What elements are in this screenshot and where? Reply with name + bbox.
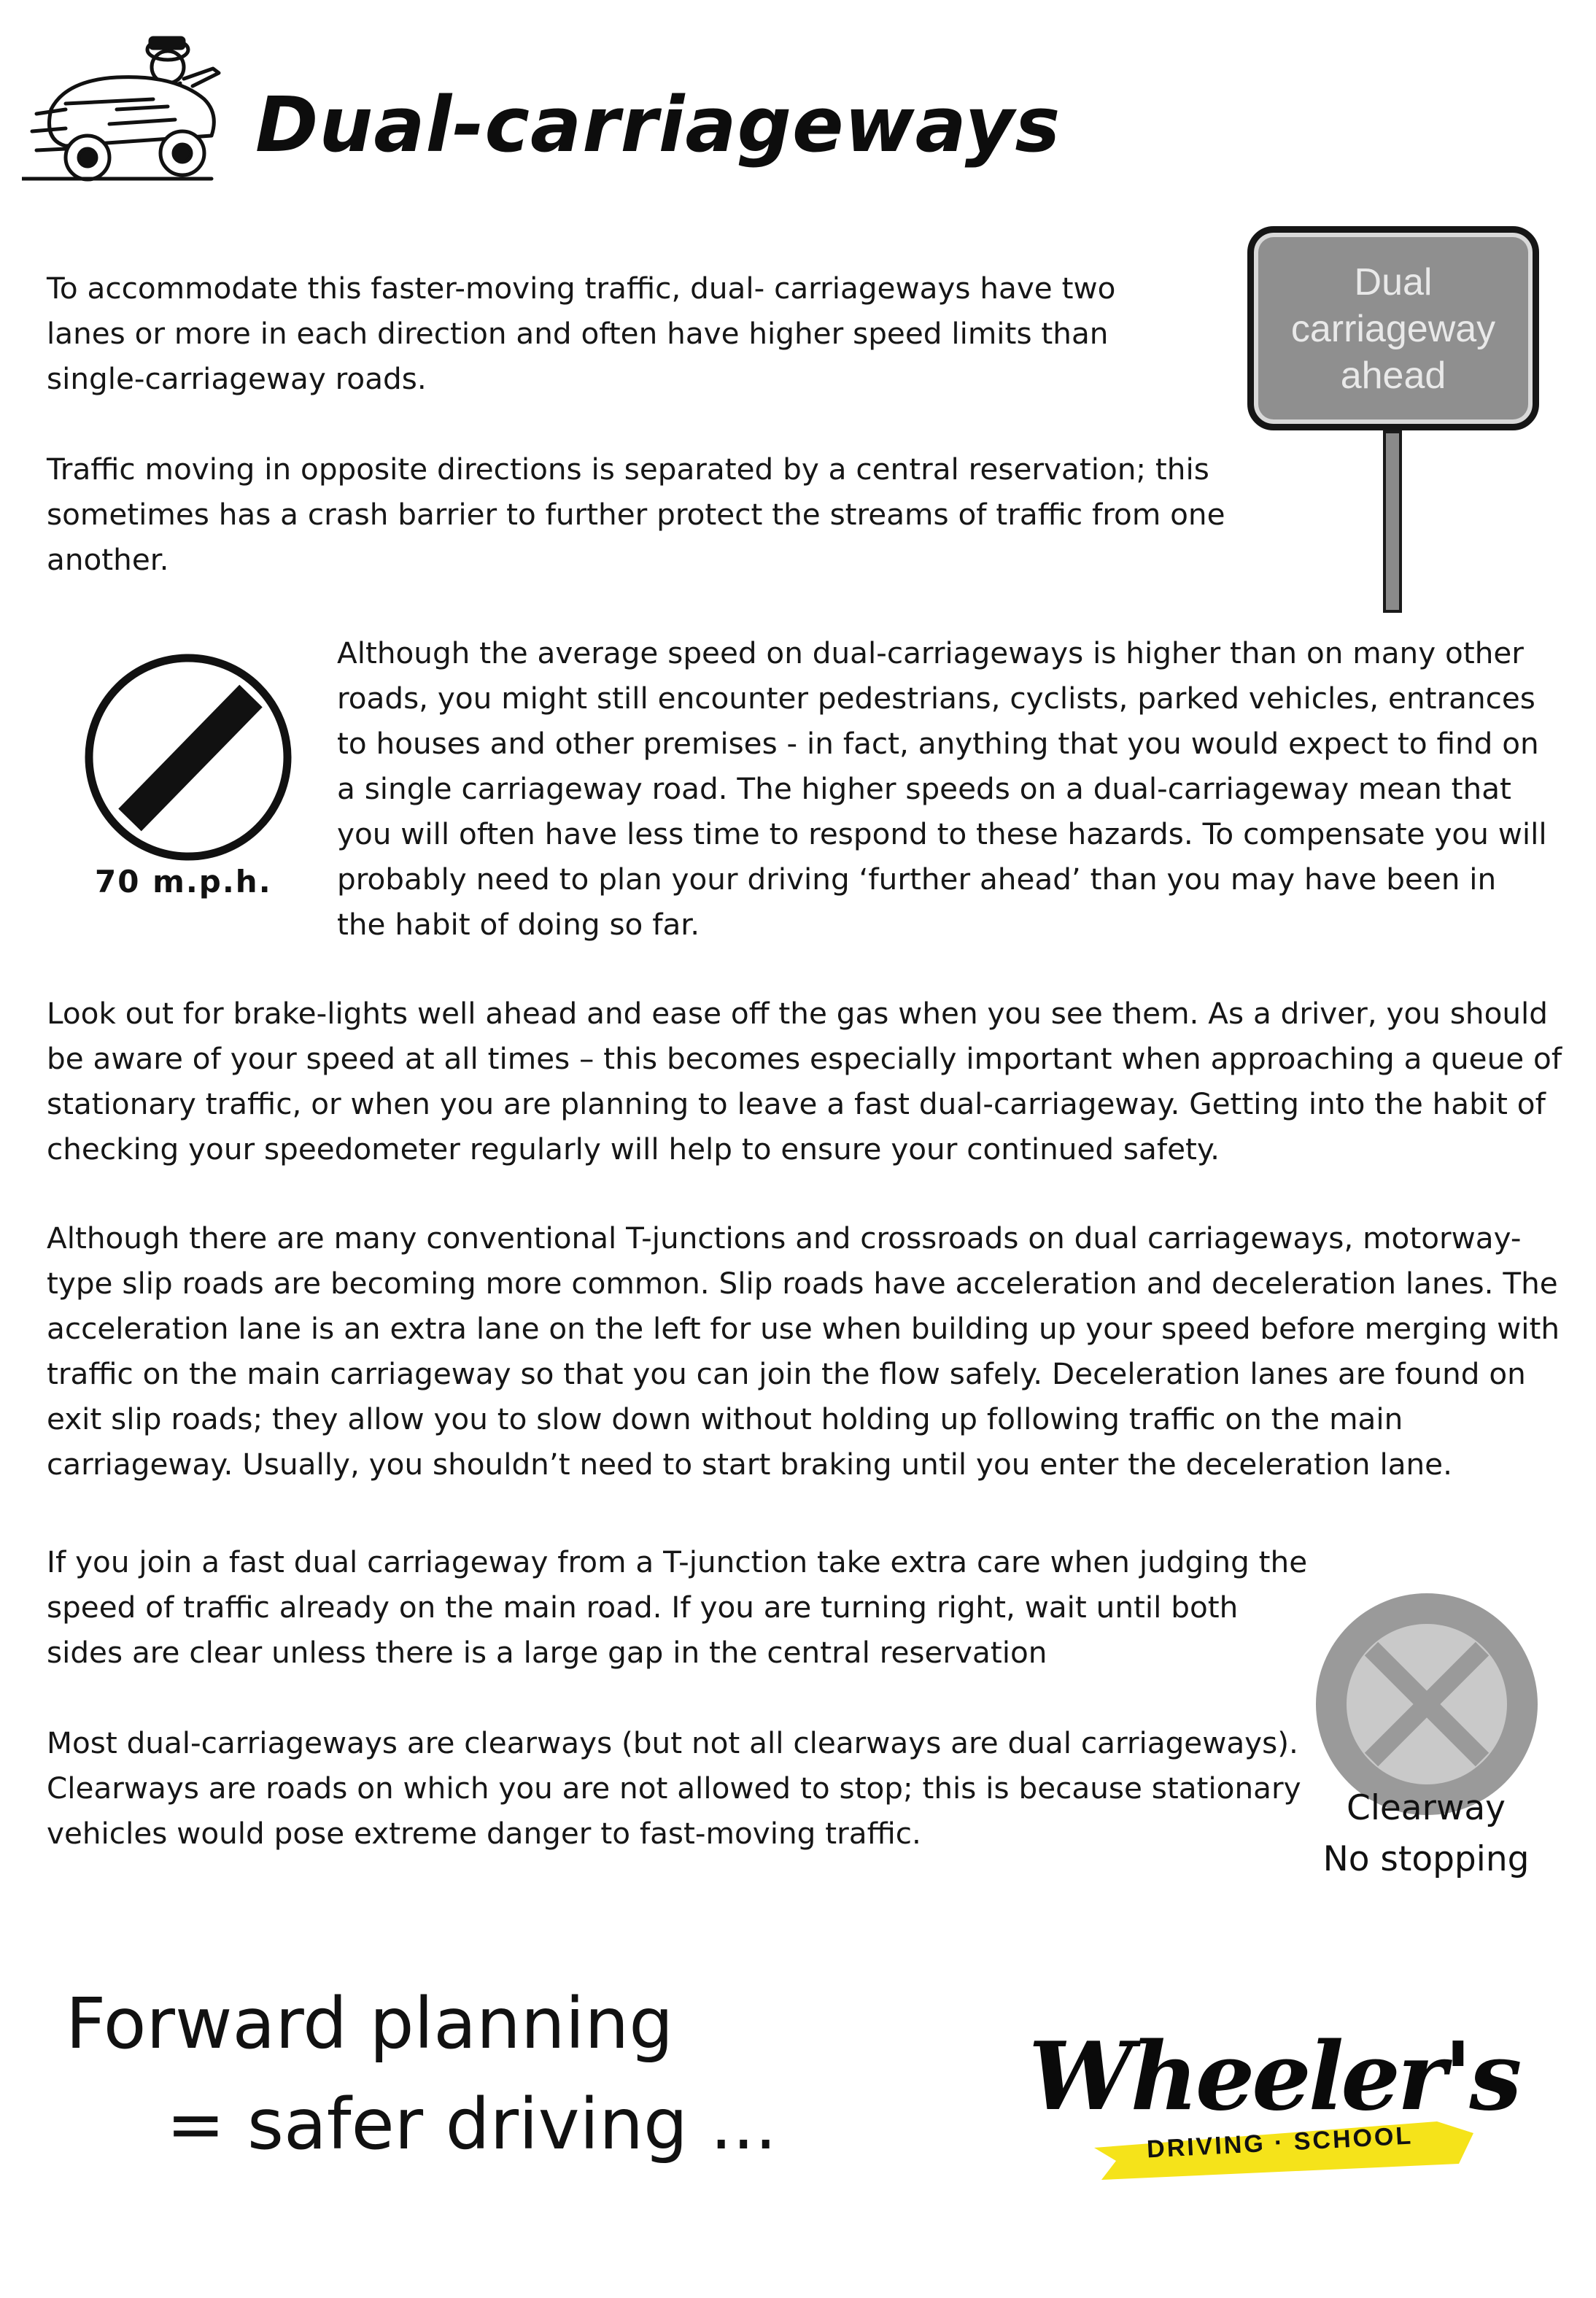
clearway-caption [1313,1783,1539,1885]
paragraph-faster-traffic: To accommodate this faster-moving traffic, dual- carriageways have two lanes or more in each direction and often have higher speed limits than single-carriageway roads. [47,271,1116,396]
wheelers-logo-wordmark: Wheeler's [1029,2022,1519,2132]
paragraph-brake-lights: Look out for brake-lights well ahead and ease off the gas when you see them. As a driver, you should be aware of your speed at all times – this becomes especially important when approaching a queue of stationary traffic, or when you are planning to leave a fast dual-carriageway. Getting into the habit of checking your speedometer regularly will help to ensure your continued safety. [47,996,1562,1167]
clearway-caption-line-1: Clearway [1347,1788,1506,1828]
sign-post [1383,430,1402,613]
logo-tagline: DRIVING · SCHOOL [1146,2121,1414,2164]
paragraph-central-reservation: Traffic moving in opposite directions is separated by a central reservation; this sometimes has a crash barrier to further protect the streams of traffic from one another. [47,452,1225,577]
dual-carriageway-ahead-sign [1247,226,1539,430]
sign-line-1: Dual [1354,261,1433,303]
page-title: Dual-carriageways [255,80,1061,169]
national-speed-limit-icon [79,648,298,867]
paragraph-slip-roads: Although there are many conventional T-junctions and crossroads on dual carriageways, motorway-type slip roads are becoming more common. Slip roads have acceleration and deceleration lanes. The acceleration lane is an extra lane on the left for use when building up your speed before merging with traffic on the main carriageway so that you can join the flow safely. Deceleration lanes are found on exit slip roads; they allow you to slow down without holding up following traffic on the main carriageway. Usually, you shouldn’t need to start braking until you enter the deceleration lane. [47,1220,1560,1482]
paragraph-clearways: Most dual-carriageways are clearways (but not all clearways are dual carriageways). Clearways are roads on which you are not allowed to stop; this is because stationary vehicles would pose extreme danger to fast-moving traffic. [47,1725,1301,1851]
sign-line-3: ahead [1340,355,1446,397]
slogan-line-2: = safer driving ... [166,2084,778,2165]
speed-limit-caption: 70 m.p.h. [95,864,272,900]
clearway-caption-line-2: No stopping [1322,1839,1530,1879]
sign-line-2: carriageway [1290,308,1496,350]
paragraph-t-junction: If you join a fast dual carriageway from a T-junction take extra care when judging the speed of traffic already on the main road. If you are turning right, wait until both sides are clear unless there is a large gap in the central reservation [47,1544,1308,1670]
slogan-line-1: Forward planning [66,1983,674,2065]
paragraph-hazards: Although the average speed on dual-carriageways is higher than on many other roads, you might still encounter pedestrians, cyclists, parked vehicles, entrances to houses and other premises - in fact, anything that you would expect to find on a single carriageway road. The higher speeds on a dual-carriageway mean that you will often have less time to respond to these hazards. To compensate you will probably need to plan your driving ‘further ahead’ than you may have been in the habit of doing so far. [337,635,1547,942]
cartoon-car-driver-icon [22,22,233,190]
